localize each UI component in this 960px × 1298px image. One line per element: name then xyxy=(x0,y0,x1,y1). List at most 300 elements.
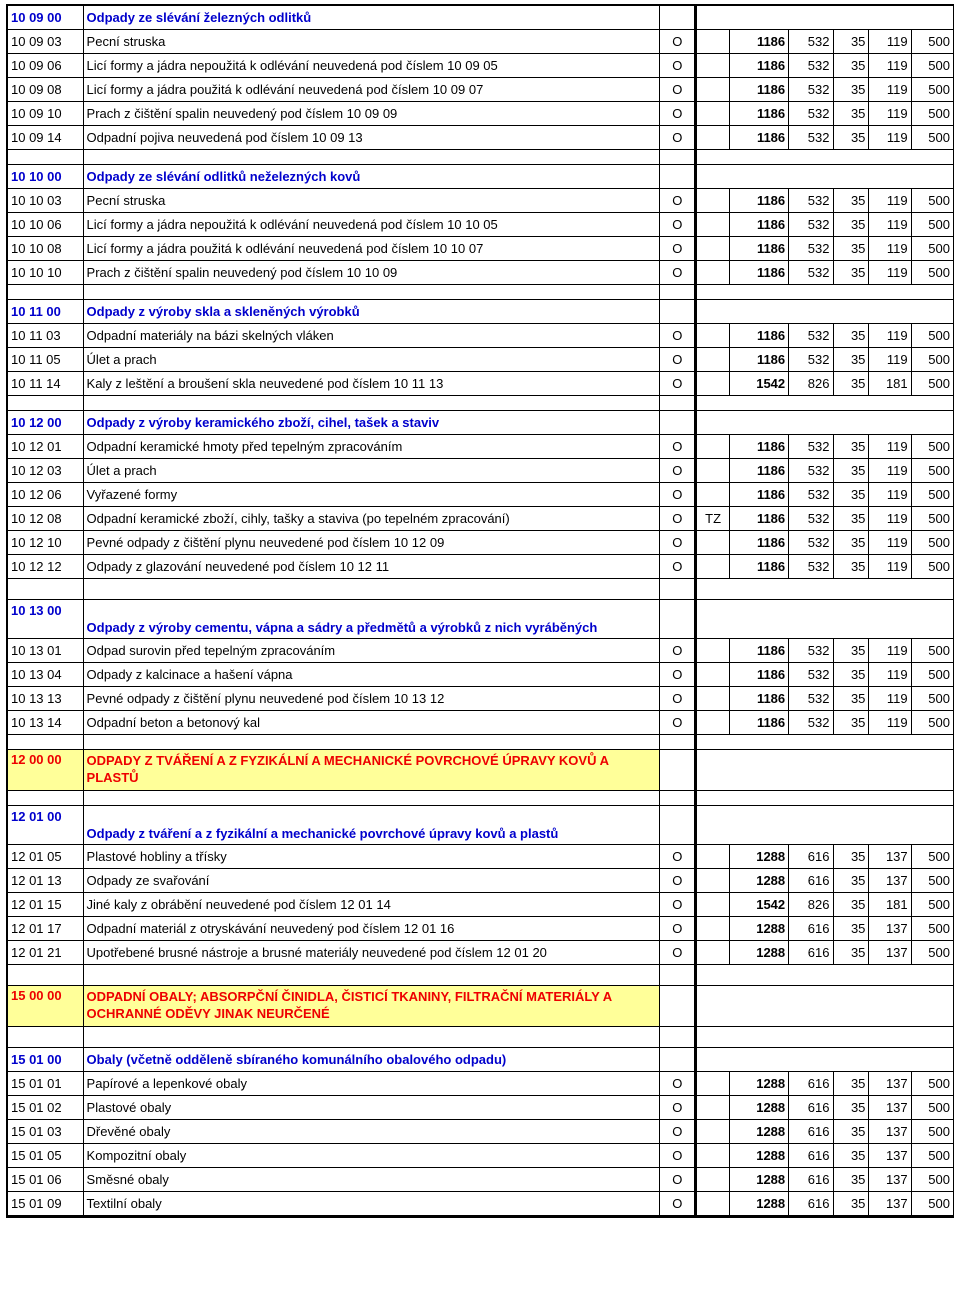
group-header-row xyxy=(7,5,954,30)
empty-cell xyxy=(83,150,660,165)
price-5: 500 xyxy=(911,1072,953,1096)
group-header-row xyxy=(7,300,954,324)
waste-category: O xyxy=(660,1096,696,1120)
table-row xyxy=(7,261,954,285)
price-3: 35 xyxy=(833,372,869,396)
price-5: 500 xyxy=(911,1144,953,1168)
price-4: 119 xyxy=(869,261,911,285)
waste-code: 12 01 00 xyxy=(7,806,83,845)
waste-note xyxy=(696,324,730,348)
waste-code: 10 11 03 xyxy=(7,324,83,348)
price-3: 35 xyxy=(833,555,869,579)
price-4: 119 xyxy=(869,213,911,237)
price-3: 35 xyxy=(833,1192,869,1217)
price-2: 532 xyxy=(789,459,833,483)
waste-code: 10 10 03 xyxy=(7,189,83,213)
price-5: 500 xyxy=(911,237,953,261)
price-5: 500 xyxy=(911,459,953,483)
price-3: 35 xyxy=(833,845,869,869)
waste-name: Textilní obaly xyxy=(83,1192,660,1217)
price-1: 1288 xyxy=(730,917,789,941)
price-3: 35 xyxy=(833,1120,869,1144)
waste-name: Pecní struska xyxy=(83,30,660,54)
price-3: 35 xyxy=(833,126,869,150)
price-3: 35 xyxy=(833,30,869,54)
spacer-row xyxy=(7,150,954,165)
table-body xyxy=(7,5,954,1217)
price-2: 532 xyxy=(789,531,833,555)
waste-note xyxy=(696,102,730,126)
waste-name: Směsné obaly xyxy=(83,1168,660,1192)
waste-category: O xyxy=(660,869,696,893)
empty-cell xyxy=(660,806,696,845)
waste-category: O xyxy=(660,78,696,102)
waste-category: O xyxy=(660,555,696,579)
empty-cell xyxy=(83,285,660,300)
price-2: 616 xyxy=(789,1072,833,1096)
waste-note xyxy=(696,459,730,483)
table-row xyxy=(7,30,954,54)
price-2: 532 xyxy=(789,663,833,687)
price-4: 119 xyxy=(869,711,911,735)
waste-code: 15 01 03 xyxy=(7,1120,83,1144)
price-3: 35 xyxy=(833,639,869,663)
waste-name: Plastové hobliny a třísky xyxy=(83,845,660,869)
price-1: 1186 xyxy=(730,30,789,54)
price-2: 532 xyxy=(789,711,833,735)
waste-code: 15 01 05 xyxy=(7,1144,83,1168)
empty-cell xyxy=(7,735,83,750)
price-2: 532 xyxy=(789,102,833,126)
price-1: 1186 xyxy=(730,687,789,711)
document-page xyxy=(6,4,954,1218)
waste-note xyxy=(696,1072,730,1096)
waste-category: O xyxy=(660,102,696,126)
empty-cell xyxy=(696,285,954,300)
waste-note xyxy=(696,1096,730,1120)
empty-cell xyxy=(83,579,660,600)
waste-code: 10 13 04 xyxy=(7,663,83,687)
waste-note xyxy=(696,1120,730,1144)
price-3: 35 xyxy=(833,1096,869,1120)
waste-category: O xyxy=(660,483,696,507)
price-1: 1186 xyxy=(730,531,789,555)
table-row xyxy=(7,54,954,78)
price-4: 119 xyxy=(869,189,911,213)
price-5: 500 xyxy=(911,917,953,941)
price-3: 35 xyxy=(833,189,869,213)
waste-category: O xyxy=(660,54,696,78)
empty-cell xyxy=(660,165,696,189)
price-1: 1186 xyxy=(730,237,789,261)
waste-name: Plastové obaly xyxy=(83,1096,660,1120)
price-2: 616 xyxy=(789,869,833,893)
price-2: 616 xyxy=(789,1168,833,1192)
table-row xyxy=(7,1072,954,1096)
empty-cell xyxy=(660,600,696,639)
spacer-row xyxy=(7,965,954,986)
price-3: 35 xyxy=(833,237,869,261)
price-5: 500 xyxy=(911,324,953,348)
table-row xyxy=(7,893,954,917)
price-4: 181 xyxy=(869,893,911,917)
waste-note xyxy=(696,1144,730,1168)
price-1: 1186 xyxy=(730,126,789,150)
price-1: 1288 xyxy=(730,1072,789,1096)
price-1: 1186 xyxy=(730,555,789,579)
price-3: 35 xyxy=(833,1168,869,1192)
empty-cell xyxy=(660,150,696,165)
waste-name: Licí formy a jádra použitá k odlévání neuvedená pod číslem 10 10 07 xyxy=(83,237,660,261)
waste-category: O xyxy=(660,189,696,213)
empty-cell xyxy=(7,965,83,986)
price-1: 1186 xyxy=(730,189,789,213)
waste-code: 10 12 10 xyxy=(7,531,83,555)
waste-code: 10 12 06 xyxy=(7,483,83,507)
waste-note xyxy=(696,237,730,261)
group-title: Odpady z tváření a z fyzikální a mechanické povrchové úpravy kovů a plastů xyxy=(83,806,660,845)
empty-cell xyxy=(696,411,954,435)
waste-note xyxy=(696,893,730,917)
waste-code: 10 13 01 xyxy=(7,639,83,663)
price-5: 500 xyxy=(911,1168,953,1192)
table-row xyxy=(7,869,954,893)
waste-name: Papírové a lepenkové obaly xyxy=(83,1072,660,1096)
table-row xyxy=(7,1096,954,1120)
price-4: 119 xyxy=(869,54,911,78)
table-row xyxy=(7,348,954,372)
waste-name: Vyřazené formy xyxy=(83,483,660,507)
waste-note xyxy=(696,30,730,54)
waste-category: O xyxy=(660,639,696,663)
price-2: 532 xyxy=(789,687,833,711)
price-1: 1288 xyxy=(730,845,789,869)
price-1: 1186 xyxy=(730,639,789,663)
price-1: 1288 xyxy=(730,1144,789,1168)
waste-category: O xyxy=(660,348,696,372)
empty-cell xyxy=(660,300,696,324)
waste-name: Dřevěné obaly xyxy=(83,1120,660,1144)
waste-code: 10 09 03 xyxy=(7,30,83,54)
price-3: 35 xyxy=(833,663,869,687)
empty-cell xyxy=(660,750,696,791)
price-2: 616 xyxy=(789,917,833,941)
price-4: 137 xyxy=(869,869,911,893)
price-4: 119 xyxy=(869,237,911,261)
price-5: 500 xyxy=(911,845,953,869)
empty-cell xyxy=(7,150,83,165)
waste-category: O xyxy=(660,213,696,237)
waste-note xyxy=(696,189,730,213)
group-title: Odpady z výroby keramického zboží, cihel, tašek a staviv xyxy=(83,411,660,435)
group-title: Odpady ze slévání železných odlitků xyxy=(83,5,660,30)
chapter-title: ODPADY Z TVÁŘENÍ A Z FYZIKÁLNÍ A MECHANICKÉ POVRCHOVÉ ÚPRAVY KOVŮ A PLASTŮ xyxy=(83,750,660,791)
table-row xyxy=(7,711,954,735)
chapter-title: ODPADNÍ OBALY; ABSORPČNÍ ČINIDLA, ČISTICÍ TKANINY, FILTRAČNÍ MATERIÁLY A OCHRANNÉ ODĚVY JINAK NEURČENÉ xyxy=(83,986,660,1027)
price-1: 1186 xyxy=(730,78,789,102)
price-3: 35 xyxy=(833,869,869,893)
waste-code: 12 01 21 xyxy=(7,941,83,965)
group-title: Odpady z výroby cementu, vápna a sádry a předmětů a výrobků z nich vyráběných xyxy=(83,600,660,639)
price-2: 532 xyxy=(789,126,833,150)
empty-cell xyxy=(660,735,696,750)
price-5: 500 xyxy=(911,348,953,372)
waste-name: Odpad surovin před tepelným zpracováním xyxy=(83,639,660,663)
price-3: 35 xyxy=(833,348,869,372)
price-4: 119 xyxy=(869,126,911,150)
waste-name: Prach z čištění spalin neuvedený pod číslem 10 10 09 xyxy=(83,261,660,285)
waste-name: Odpadní beton a betonový kal xyxy=(83,711,660,735)
waste-category: O xyxy=(660,845,696,869)
price-1: 1186 xyxy=(730,507,789,531)
price-3: 35 xyxy=(833,917,869,941)
price-4: 137 xyxy=(869,845,911,869)
price-2: 532 xyxy=(789,237,833,261)
empty-cell xyxy=(696,1048,954,1072)
price-3: 35 xyxy=(833,78,869,102)
price-5: 500 xyxy=(911,687,953,711)
empty-cell xyxy=(7,396,83,411)
waste-code: 10 09 14 xyxy=(7,126,83,150)
price-2: 616 xyxy=(789,1120,833,1144)
price-3: 35 xyxy=(833,102,869,126)
waste-category: O xyxy=(660,893,696,917)
waste-name: Licí formy a jádra použitá k odlévání neuvedená pod číslem 10 09 07 xyxy=(83,78,660,102)
waste-name: Licí formy a jádra nepoužitá k odlévání neuvedená pod číslem 10 09 05 xyxy=(83,54,660,78)
empty-cell xyxy=(696,965,954,986)
price-4: 137 xyxy=(869,1168,911,1192)
waste-note xyxy=(696,54,730,78)
table-row xyxy=(7,507,954,531)
table-row xyxy=(7,639,954,663)
table-row xyxy=(7,126,954,150)
waste-name: Odpadní pojiva neuvedená pod číslem 10 09 13 xyxy=(83,126,660,150)
waste-category: O xyxy=(660,711,696,735)
group-header-row xyxy=(7,411,954,435)
waste-note xyxy=(696,261,730,285)
waste-code: 12 01 13 xyxy=(7,869,83,893)
price-2: 826 xyxy=(789,893,833,917)
table-row xyxy=(7,663,954,687)
price-3: 35 xyxy=(833,213,869,237)
price-2: 616 xyxy=(789,845,833,869)
waste-category: O xyxy=(660,1192,696,1217)
price-4: 119 xyxy=(869,555,911,579)
price-1: 1288 xyxy=(730,869,789,893)
price-5: 500 xyxy=(911,663,953,687)
empty-cell xyxy=(660,1027,696,1048)
price-3: 35 xyxy=(833,483,869,507)
waste-code: 10 10 00 xyxy=(7,165,83,189)
empty-cell xyxy=(83,965,660,986)
price-4: 119 xyxy=(869,78,911,102)
price-1: 1186 xyxy=(730,435,789,459)
waste-name: Odpady z kalcinace a hašení vápna xyxy=(83,663,660,687)
price-1: 1186 xyxy=(730,711,789,735)
table-row xyxy=(7,78,954,102)
price-2: 532 xyxy=(789,213,833,237)
waste-note: TZ xyxy=(696,507,730,531)
waste-name: Kaly z leštění a broušení skla neuvedené pod číslem 10 11 13 xyxy=(83,372,660,396)
price-5: 500 xyxy=(911,555,953,579)
price-5: 500 xyxy=(911,1096,953,1120)
waste-category: O xyxy=(660,1168,696,1192)
waste-note xyxy=(696,845,730,869)
empty-cell xyxy=(660,986,696,1027)
price-2: 532 xyxy=(789,555,833,579)
price-3: 35 xyxy=(833,435,869,459)
waste-code: 10 10 06 xyxy=(7,213,83,237)
price-4: 137 xyxy=(869,941,911,965)
waste-category: O xyxy=(660,237,696,261)
waste-note xyxy=(696,711,730,735)
waste-name: Úlet a prach xyxy=(83,348,660,372)
waste-note xyxy=(696,1168,730,1192)
waste-note xyxy=(696,663,730,687)
price-2: 826 xyxy=(789,372,833,396)
table-row xyxy=(7,555,954,579)
waste-code: 12 01 05 xyxy=(7,845,83,869)
price-3: 35 xyxy=(833,711,869,735)
price-5: 500 xyxy=(911,435,953,459)
waste-note xyxy=(696,126,730,150)
waste-code: 15 01 09 xyxy=(7,1192,83,1217)
price-3: 35 xyxy=(833,1072,869,1096)
price-3: 35 xyxy=(833,507,869,531)
table-row xyxy=(7,483,954,507)
empty-cell xyxy=(7,579,83,600)
price-5: 500 xyxy=(911,54,953,78)
group-title: Obaly (včetně odděleně sbíraného komunálního obalového odpadu) xyxy=(83,1048,660,1072)
price-3: 35 xyxy=(833,893,869,917)
waste-note xyxy=(696,639,730,663)
price-1: 1288 xyxy=(730,1096,789,1120)
waste-name: Upotřebené brusné nástroje a brusné materiály neuvedené pod číslem 12 01 20 xyxy=(83,941,660,965)
waste-category: O xyxy=(660,324,696,348)
waste-note xyxy=(696,687,730,711)
price-1: 1288 xyxy=(730,1120,789,1144)
waste-note xyxy=(696,213,730,237)
waste-code: 10 12 03 xyxy=(7,459,83,483)
waste-category: O xyxy=(660,941,696,965)
price-1: 1186 xyxy=(730,102,789,126)
table-row xyxy=(7,213,954,237)
waste-code: 10 10 08 xyxy=(7,237,83,261)
waste-code: 10 09 00 xyxy=(7,5,83,30)
empty-cell xyxy=(696,600,954,639)
waste-code: 10 12 01 xyxy=(7,435,83,459)
price-1: 1542 xyxy=(730,893,789,917)
empty-cell xyxy=(660,579,696,600)
price-5: 500 xyxy=(911,531,953,555)
table-row xyxy=(7,189,954,213)
empty-cell xyxy=(696,579,954,600)
price-3: 35 xyxy=(833,687,869,711)
chapter-code: 15 00 00 xyxy=(7,986,83,1027)
price-1: 1186 xyxy=(730,663,789,687)
price-2: 532 xyxy=(789,483,833,507)
group-header-row xyxy=(7,165,954,189)
price-4: 137 xyxy=(869,1120,911,1144)
waste-category: O xyxy=(660,531,696,555)
waste-note xyxy=(696,1192,730,1217)
waste-category: O xyxy=(660,507,696,531)
price-2: 532 xyxy=(789,78,833,102)
waste-name: Odpadní keramické hmoty před tepelným zpracováním xyxy=(83,435,660,459)
price-1: 1186 xyxy=(730,348,789,372)
price-1: 1542 xyxy=(730,372,789,396)
empty-cell xyxy=(660,791,696,806)
empty-cell xyxy=(696,165,954,189)
waste-note xyxy=(696,531,730,555)
table-row xyxy=(7,372,954,396)
spacer-row xyxy=(7,285,954,300)
waste-category: O xyxy=(660,435,696,459)
price-5: 500 xyxy=(911,126,953,150)
waste-catalogue-table xyxy=(6,4,954,1218)
waste-category: O xyxy=(660,372,696,396)
price-5: 500 xyxy=(911,507,953,531)
price-4: 119 xyxy=(869,435,911,459)
spacer-row xyxy=(7,1027,954,1048)
waste-name: Úlet a prach xyxy=(83,459,660,483)
table-row xyxy=(7,1144,954,1168)
spacer-row xyxy=(7,791,954,806)
chapter-code: 12 00 00 xyxy=(7,750,83,791)
price-4: 137 xyxy=(869,1096,911,1120)
group-header-row xyxy=(7,806,954,845)
price-4: 119 xyxy=(869,687,911,711)
price-4: 119 xyxy=(869,324,911,348)
waste-name: Pevné odpady z čištění plynu neuvedené pod číslem 10 13 12 xyxy=(83,687,660,711)
price-3: 35 xyxy=(833,1144,869,1168)
price-3: 35 xyxy=(833,941,869,965)
price-4: 137 xyxy=(869,1072,911,1096)
price-2: 532 xyxy=(789,54,833,78)
waste-code: 10 13 13 xyxy=(7,687,83,711)
price-5: 500 xyxy=(911,102,953,126)
waste-category: O xyxy=(660,1144,696,1168)
price-1: 1186 xyxy=(730,483,789,507)
price-4: 119 xyxy=(869,639,911,663)
price-5: 500 xyxy=(911,639,953,663)
price-2: 532 xyxy=(789,324,833,348)
price-4: 137 xyxy=(869,1192,911,1217)
waste-category: O xyxy=(660,459,696,483)
waste-note xyxy=(696,483,730,507)
price-3: 35 xyxy=(833,531,869,555)
price-2: 532 xyxy=(789,348,833,372)
price-1: 1186 xyxy=(730,324,789,348)
table-row xyxy=(7,845,954,869)
empty-cell xyxy=(660,396,696,411)
price-1: 1186 xyxy=(730,459,789,483)
empty-cell xyxy=(7,791,83,806)
empty-cell xyxy=(696,396,954,411)
price-2: 532 xyxy=(789,507,833,531)
price-2: 616 xyxy=(789,1192,833,1217)
waste-code: 15 01 06 xyxy=(7,1168,83,1192)
empty-cell xyxy=(696,735,954,750)
empty-cell xyxy=(660,1048,696,1072)
price-5: 500 xyxy=(911,372,953,396)
waste-note xyxy=(696,917,730,941)
waste-code: 10 13 00 xyxy=(7,600,83,639)
waste-code: 10 09 06 xyxy=(7,54,83,78)
empty-cell xyxy=(696,750,954,791)
waste-note xyxy=(696,78,730,102)
waste-category: O xyxy=(660,1072,696,1096)
